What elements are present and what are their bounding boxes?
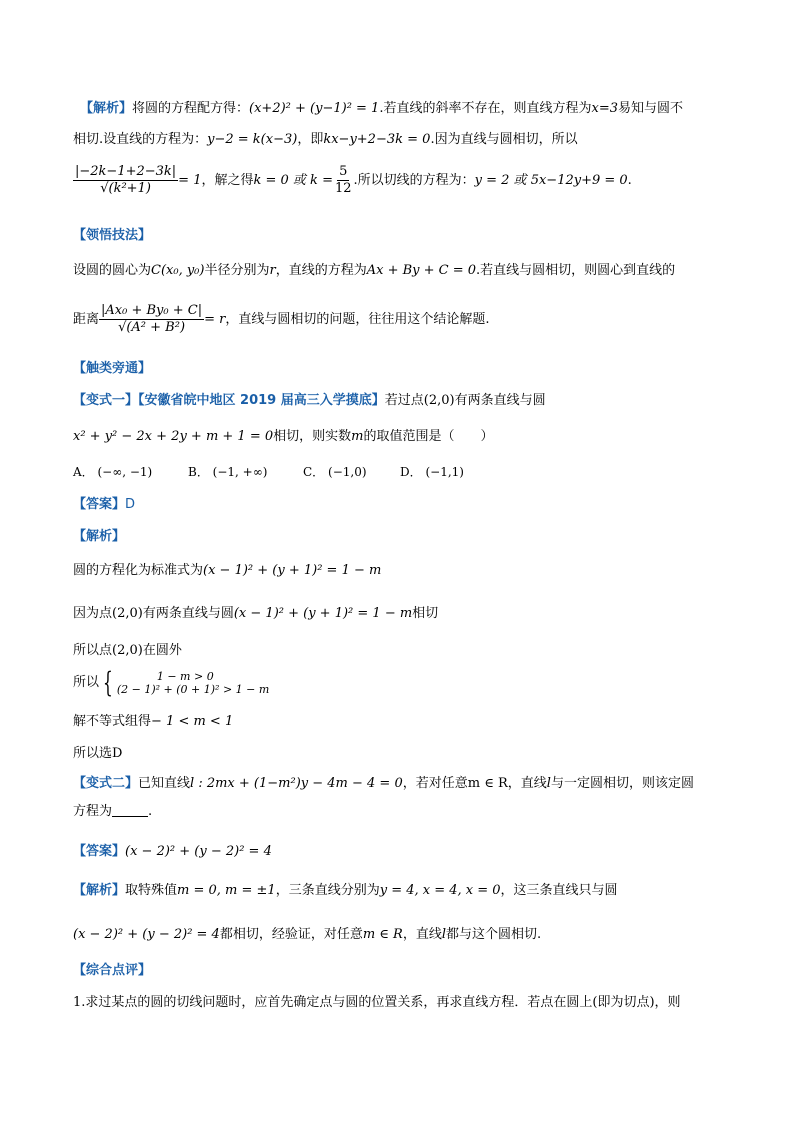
bianshi1-jiexi-heading	[73, 528, 125, 546]
answer-value: D	[125, 497, 136, 512]
math: (x − 1)² + (y + 1)² = 1 − m	[203, 563, 382, 578]
text: 方程为	[73, 804, 113, 819]
solution-step-4	[73, 665, 270, 699]
text: 相切.设直线的方程为：	[73, 132, 208, 147]
text: 所以选D	[73, 746, 123, 761]
math: (2,0)	[423, 393, 455, 408]
option-c	[303, 463, 367, 480]
text: 所以点	[73, 643, 113, 658]
text: ，即	[297, 132, 324, 147]
text: ，若对任意	[402, 776, 468, 791]
text: .若直线与圆相切，则圆心到直线的	[476, 263, 676, 278]
bianshi1-line-2	[73, 428, 494, 446]
fraction-denominator: 12	[334, 181, 352, 196]
fraction-denominator: √(k²+1)	[100, 181, 151, 196]
math: l	[441, 927, 447, 942]
math: l	[546, 776, 551, 791]
fraction-numerator: 5	[339, 164, 348, 179]
text: 有两条直线与圆	[454, 393, 546, 408]
text: ，直线的方程为	[275, 263, 367, 278]
text: 圆的方程化为标准式为	[73, 563, 204, 578]
system-rows	[117, 670, 269, 696]
option-a	[73, 463, 152, 480]
math: m = 0, m = ±1	[177, 883, 276, 898]
option-value: (−1, +∞)	[212, 465, 268, 479]
math: l : 2mx + (1−m²)y − 4m − 4 = 0	[190, 776, 403, 791]
text: 所以	[73, 675, 100, 690]
text: 已知直线	[138, 776, 191, 791]
chulei-heading	[73, 360, 151, 378]
text: ，三条直线分别为	[275, 883, 380, 898]
option-letter: A．	[73, 465, 94, 479]
inequality-system	[99, 665, 270, 699]
text: .	[148, 804, 153, 819]
zonghe-heading	[73, 962, 151, 980]
bianshi2-answer	[73, 843, 272, 861]
answer-value: (x − 2)² + (y − 2)² = 4	[125, 844, 272, 859]
bianshi2-line-1	[73, 775, 694, 793]
math: m ∈ R	[467, 776, 508, 791]
option-letter: D．	[400, 465, 422, 479]
text: 设圆的圆心为	[73, 263, 152, 278]
text: 距离	[73, 312, 100, 327]
option-value: (−1,1)	[425, 465, 464, 479]
math: C(x₀, y₀)	[151, 263, 205, 278]
text: 都相切，经验证，对任意	[219, 927, 363, 942]
solution-step-5	[73, 713, 233, 731]
math: r	[269, 263, 276, 278]
section-tag-zonghe: 【综合点评】	[73, 963, 152, 978]
option-d	[400, 463, 464, 480]
brace-icon: {	[103, 665, 113, 699]
text: 取特殊值	[125, 883, 178, 898]
jiexi-line-2	[73, 131, 578, 149]
text: 若过点	[384, 393, 424, 408]
text: 相切，则实数	[273, 429, 352, 444]
text: 半径分别为	[204, 263, 270, 278]
text: 易知与圆不	[617, 101, 683, 116]
section-tag-jiexi: 【解析】	[73, 529, 126, 544]
bianshi2-jiexi-line-1	[73, 882, 618, 900]
answer-tag: 【答案】	[73, 844, 126, 859]
text: ，这三条直线只与圆	[500, 883, 618, 898]
text: 的取值范围是（ ）	[363, 429, 494, 444]
text: ，解之得	[201, 173, 254, 188]
math: − 1 < m < 1	[151, 714, 234, 729]
text: 解不等式组得	[73, 714, 152, 729]
jiexi-line-3	[73, 164, 632, 198]
bianshi2-jiexi-line-2	[73, 926, 541, 944]
option-letter: B．	[188, 465, 209, 479]
text: .所以切线的方程为：	[353, 173, 475, 188]
text: ，直线	[507, 776, 547, 791]
system-row: 1 − m > 0	[156, 669, 214, 683]
text: .因为直线与圆相切，所以	[430, 132, 578, 147]
math: k = 0 或 k =	[253, 173, 333, 188]
fraction-numerator: |−2k−1+2−3k|	[75, 164, 177, 179]
math: x² + y² − 2x + 2y + m + 1 = 0	[73, 429, 274, 444]
math: m ∈ R	[362, 927, 403, 942]
distance-formula-fraction	[99, 303, 204, 336]
math: m	[351, 429, 364, 444]
text: 都与这个圆相切.	[446, 927, 542, 942]
text: .	[627, 173, 632, 188]
answer-blank	[112, 804, 148, 817]
text: 1.求过某点的圆的切线问题时，应首先确定点与圆的位置关系，再求直线方程．若点在圆上(即为切点)，则	[73, 995, 681, 1010]
math: x=3	[591, 101, 618, 116]
lingwu-line-1	[73, 262, 675, 280]
fraction-denominator: √(A² + B²)	[118, 320, 186, 335]
text: .若直线的斜率不存在，则直线方程为	[379, 101, 592, 116]
section-tag-lingwu: 【领悟技法】	[73, 228, 152, 243]
math: (2,0)	[112, 606, 143, 621]
solution-step-6	[73, 745, 122, 763]
text: ，直线与圆相切的问题，往往用这个结论解题.	[225, 312, 490, 327]
math: y = 2 或 5x−12y+9 = 0	[474, 173, 628, 188]
fraction-numerator: |Ax₀ + By₀ + C|	[101, 303, 203, 318]
math: (x+2)² + (y−1)² = 1	[249, 101, 380, 116]
lingwu-line-2	[73, 303, 489, 337]
solution-step-2	[73, 605, 438, 623]
section-tag-jiexi: 【解析】	[73, 883, 126, 898]
system-row: (2 − 1)² + (0 + 1)² > 1 − m	[116, 682, 270, 696]
zonghe-line-1	[73, 994, 681, 1012]
option-letter: C．	[303, 465, 325, 479]
distance-fraction	[73, 164, 178, 197]
section-tag-bianshi1: 【变式一】	[73, 393, 139, 408]
bianshi1-answer	[73, 496, 135, 514]
math: = r	[204, 312, 226, 327]
text: 因为点	[73, 606, 113, 621]
solution-step-3	[73, 642, 182, 660]
text: 有两条直线与圆	[142, 606, 234, 621]
math: (x − 2)² + (y − 2)² = 4	[73, 927, 220, 942]
option-value: (−∞, −1)	[97, 465, 153, 479]
jiexi-line-1	[80, 100, 683, 118]
answer-tag: 【答案】	[73, 497, 126, 512]
bianshi1-line-1	[73, 392, 546, 410]
text: 与一定圆相切，则该定圆	[550, 776, 694, 791]
section-tag-bianshi2: 【变式二】	[73, 776, 139, 791]
math: (x − 1)² + (y + 1)² = 1 − m	[233, 606, 413, 621]
math: (2,0)	[112, 643, 143, 658]
math: kx−y+2−3k = 0	[323, 132, 431, 147]
math: y = 4, x = 4, x = 0	[379, 883, 501, 898]
solution-step-1	[73, 562, 381, 580]
text: ，直线	[402, 927, 442, 942]
bianshi2-line-2	[73, 803, 152, 821]
math: Ax + By + C = 0	[366, 263, 477, 278]
text: 将圆的方程配方得：	[132, 101, 250, 116]
option-value: (−1,0)	[328, 465, 367, 479]
section-tag-chulei: 【触类旁通】	[73, 361, 152, 376]
math: y−2 = k(x−3)	[207, 132, 298, 147]
lingwu-heading	[73, 227, 151, 245]
section-tag-jiexi: 【解析】	[80, 101, 133, 116]
k-fraction	[333, 164, 354, 197]
text: 在圆外	[142, 643, 182, 658]
source-tag: 【安徽省皖中地区 2019 届高三入学摸底】	[138, 393, 385, 408]
option-b	[188, 463, 267, 480]
math: = 1	[178, 173, 202, 188]
text: 相切	[412, 606, 439, 621]
